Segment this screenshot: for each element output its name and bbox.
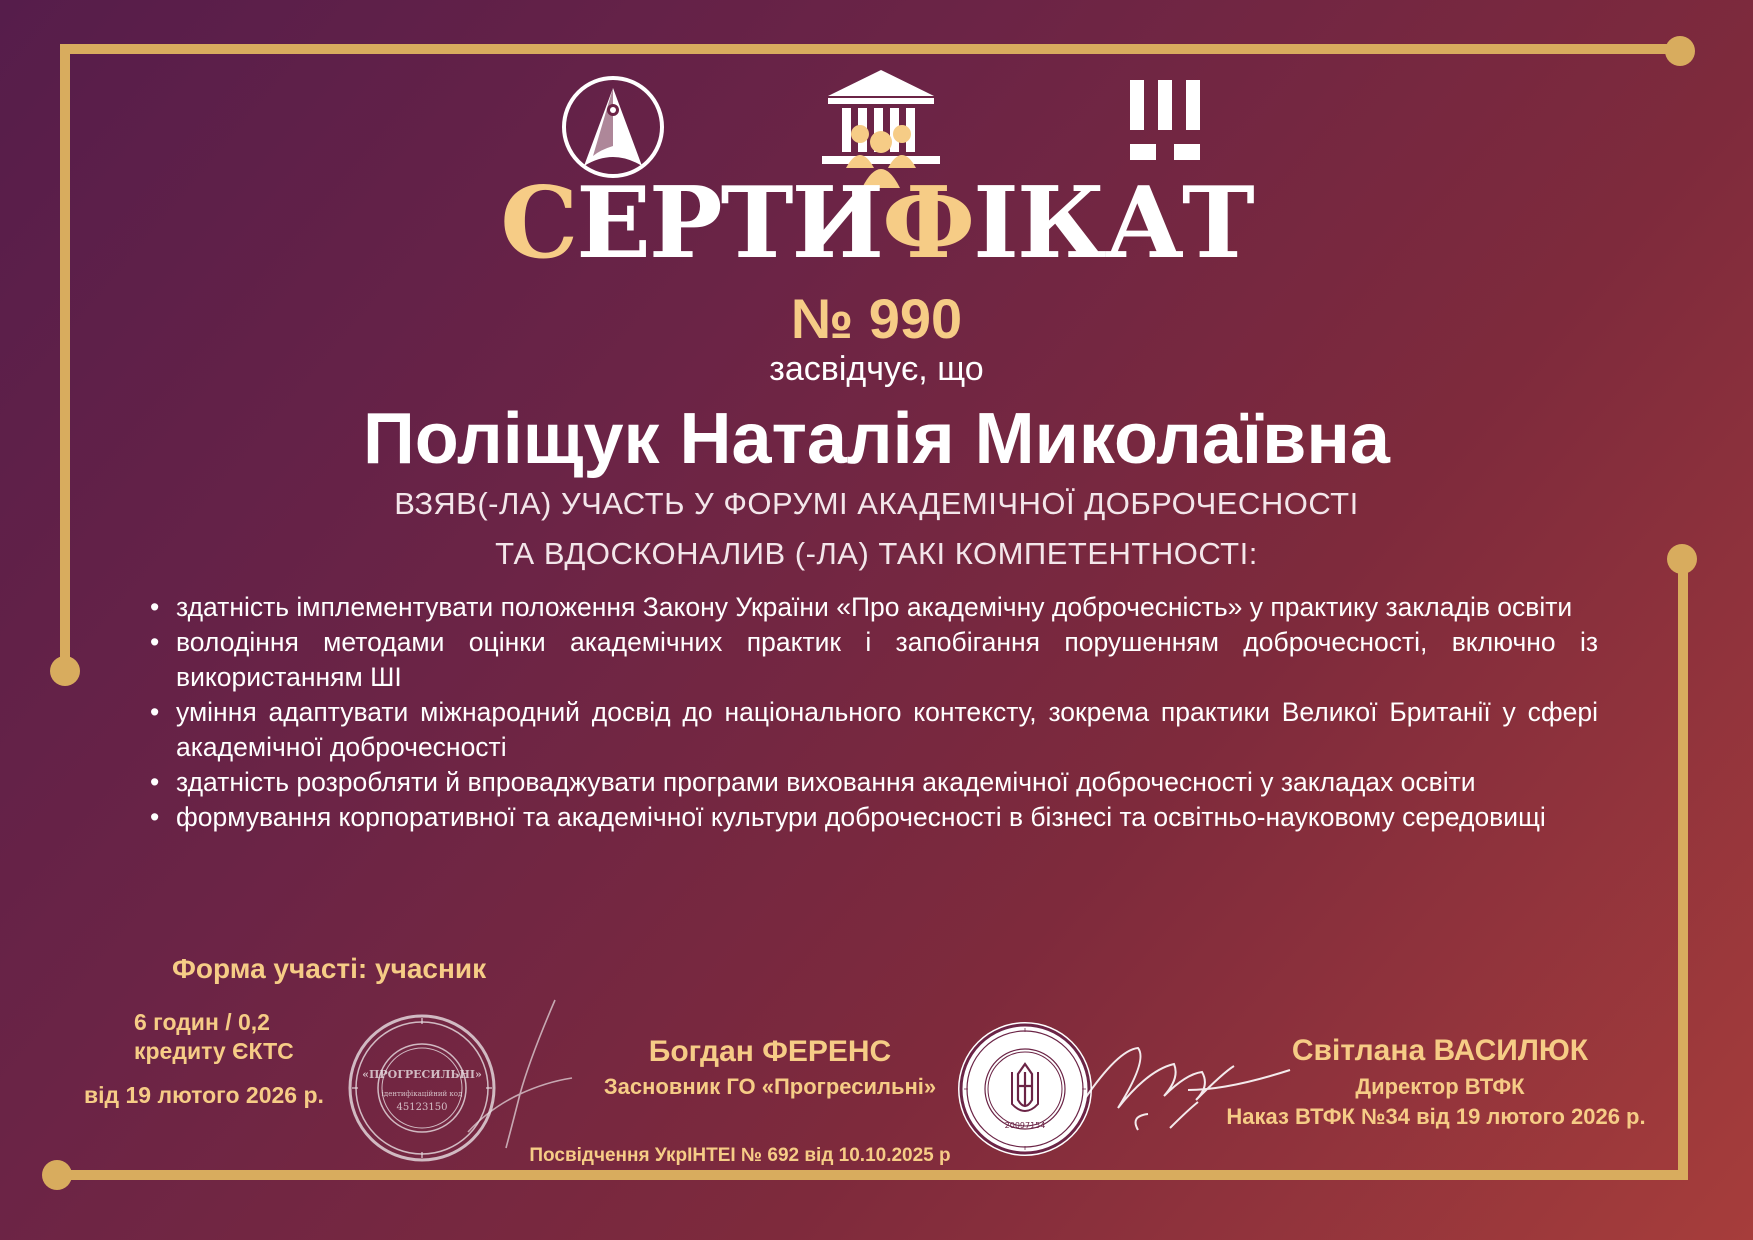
signatory-role: Директор ВТФК <box>1355 1074 1525 1099</box>
college-seal-icon <box>956 1020 1094 1158</box>
registration-info: Посвідчення УкрІНТЕІ № 692 від 10.10.2025 р <box>529 1145 951 1166</box>
signatory-role: Засновник ГО «Прогресильні» <box>603 1074 937 1099</box>
list-item: • володіння методами оцінки академічних практик і запобігання порушенням доброчесності, включно із використанням ШІ <box>150 625 1598 695</box>
seal-code: 20097154 <box>1004 1121 1046 1130</box>
signatory-name: Богдан ФЕРЕНС <box>648 1035 892 1068</box>
participation-form: Форма участі: учасник <box>172 953 487 984</box>
competency-list <box>150 590 1598 835</box>
frame-right-line <box>1678 556 1688 1180</box>
frame-dot <box>50 656 80 686</box>
bars-logo-icon <box>1128 80 1204 166</box>
seal-code-label: ідентифікаційний код <box>381 1090 463 1098</box>
certifies-text: засвідчує, що <box>769 350 984 388</box>
frame-dot <box>1665 36 1695 66</box>
frame-dot <box>42 1160 72 1190</box>
seal-code: 45123150 <box>396 1102 448 1113</box>
recipient-name: Поліщук Наталія Миколаївна <box>363 399 1390 479</box>
list-item: • формування корпоративної та академічної культури доброчесності в бізнесі та освітньо-науковому середовищі <box>150 800 1598 835</box>
seal-center-text: «ПРОГРЕСИЛЬНІ» <box>362 1068 482 1081</box>
intro-line-2: ТА ВДОСКОНАЛИВ (-ЛА) ТАКІ КОМПЕТЕНТНОСТІ: <box>495 536 1258 571</box>
list-item: • уміння адаптувати міжнародний досвід до національного контексту, зокрема практики Великої Британії у сфері академічної доброчесності <box>150 695 1598 765</box>
issue-date: від 19 лютого 2026 р. <box>84 1082 324 1108</box>
intro-line-1: ВЗЯВ(-ЛА) УЧАСТЬ У ФОРУМІ АКАДЕМІЧНОЇ ДОБРОЧЕСНОСТІ <box>394 486 1359 521</box>
compass-logo-icon <box>560 74 666 180</box>
certificate-number: № 990 <box>790 287 963 350</box>
certificate-title: СЕРТИФІКАТ <box>500 166 1253 281</box>
credit-hours: 6 годин / 0,2 кредиту ЄКТС <box>134 1009 294 1064</box>
list-item: • здатність розробляти й впроваджувати програми виховання академічної доброчесності у закладах освіти <box>150 765 1598 800</box>
frame-top-line <box>60 44 1680 54</box>
signatory-name: Світлана ВАСИЛЮК <box>1291 1034 1589 1067</box>
order-reference: Наказ ВТФК №34 від 19 лютого 2026 р. <box>1226 1104 1646 1129</box>
frame-bottom-line <box>56 1170 1688 1180</box>
list-item: • здатність імплементувати положення Закону України «Про академічну доброчесність» у практику закладів освіти <box>150 590 1598 625</box>
